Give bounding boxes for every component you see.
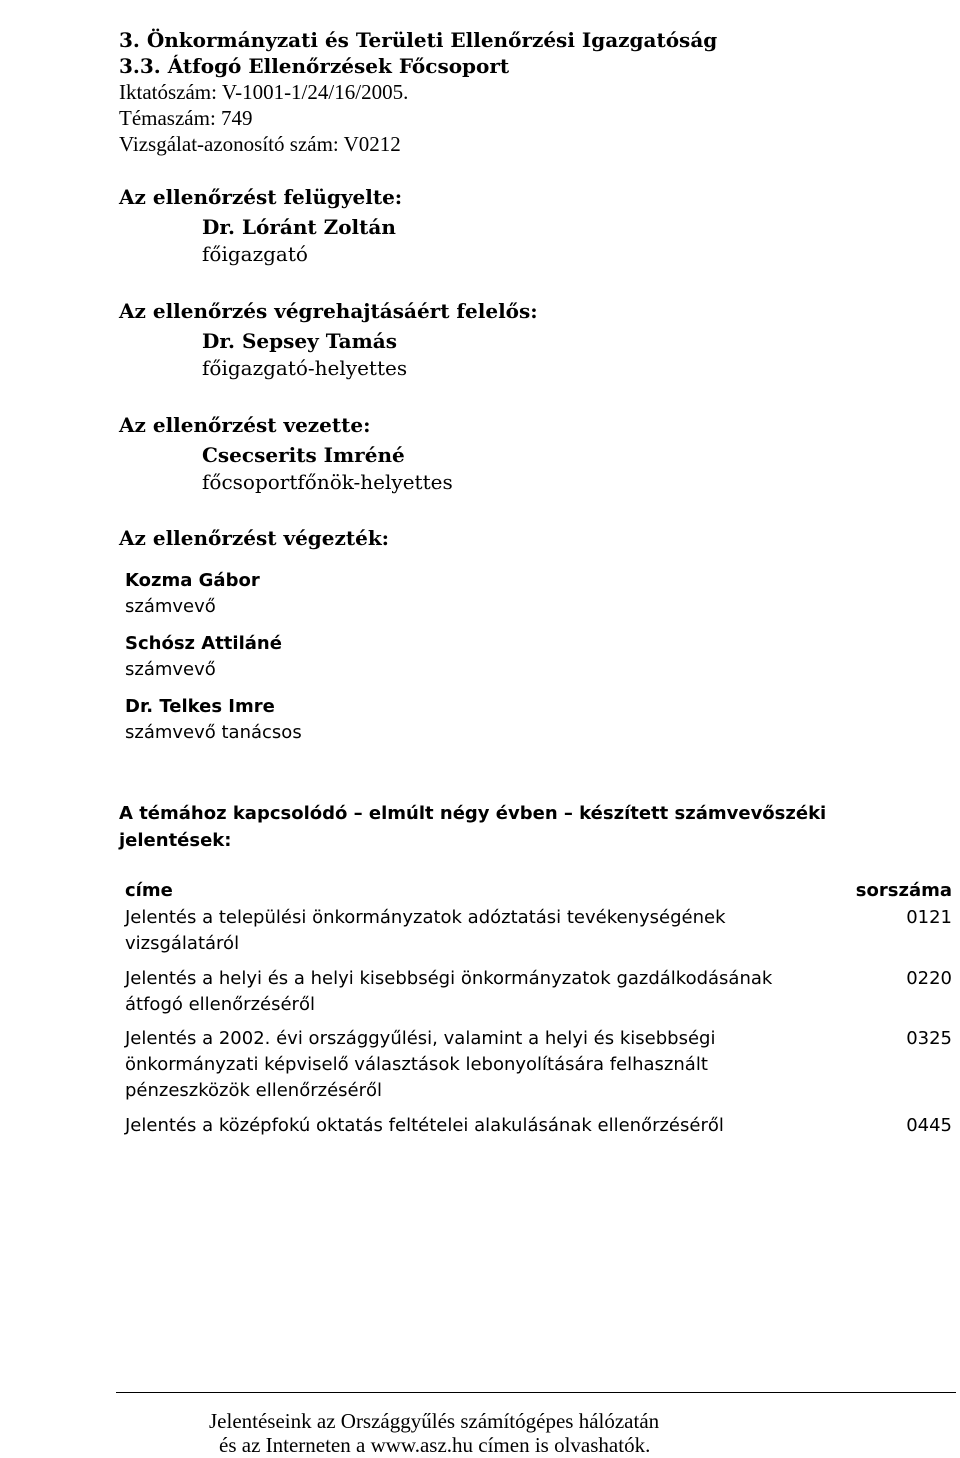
report-row-number: 0220 (906, 968, 952, 989)
led-label: Az ellenőrzést vezette: (119, 413, 371, 437)
responsible-name: Dr. Sepsey Tamás (202, 329, 397, 353)
report-row-title: Jelentés a középfokú oktatás feltételei alakulásának ellenőrzéséről (125, 1115, 724, 1136)
auditor-name: Kozma Gábor (125, 570, 260, 591)
auditor-name: Dr. Telkes Imre (125, 696, 275, 717)
audit-id: Vizsgálat-azonosító szám: V0212 (119, 132, 401, 156)
report-row-title: Jelentés a települési önkormányzatok adóztatási tevékenységének vizsgálatáról (125, 907, 726, 954)
reports-heading-cont: jelentések: (119, 830, 232, 851)
leader-title: főcsoportfőnök-helyettes (202, 470, 453, 494)
report-row-title: Jelentés a 2002. évi országgyűlési, valamint a helyi és kisebbségi önkormányzati képviselő választások lebonyolítására felhasznált pénzeszközök ellenőrzéséről (125, 1028, 716, 1101)
auditor-title: számvevő tanácsos (125, 722, 302, 743)
supervisor-name: Dr. Lóránt Zoltán (202, 215, 396, 239)
responsible-label: Az ellenőrzés végrehajtásáért felelős: (119, 299, 538, 323)
leader-name: Csecserits Imréné (202, 443, 405, 467)
topic-number: Témaszám: 749 (119, 106, 253, 130)
report-row-title: Jelentés a helyi és a helyi kisebbségi önkormányzatok gazdálkodásának átfogó ellenőrzéséről (125, 968, 773, 1015)
column-title-header: címe (125, 880, 173, 901)
report-row-number: 0445 (906, 1115, 952, 1136)
report-row-number: 0325 (906, 1028, 952, 1049)
performed-label: Az ellenőrzést végezték: (119, 526, 390, 550)
supervised-label: Az ellenőrzést felügyelte: (119, 185, 403, 209)
supervisor-title: főigazgató (202, 242, 308, 266)
auditor-title: számvevő (125, 596, 216, 617)
auditor-name: Schósz Attiláné (125, 633, 282, 654)
reports-heading: A témához kapcsolódó – elmúlt négy évben – készített számvevőszéki (119, 803, 827, 824)
footer-line: és az Interneten a www.asz.hu címen is olvashatók. (219, 1433, 651, 1457)
responsible-title: főigazgató-helyettes (202, 356, 408, 380)
column-number-header: sorszáma (855, 880, 952, 901)
group-heading: 3.3. Átfogó Ellenőrzések Főcsoport (119, 54, 510, 78)
footer-divider (116, 1392, 956, 1393)
directorate-heading: 3. Önkormányzati és Területi Ellenőrzési Igazgatóság (119, 28, 718, 52)
footer-line: Jelentéseink az Országgyűlés számítógépes hálózatán (209, 1409, 660, 1433)
report-row-number: 0121 (906, 907, 952, 928)
auditor-title: számvevő (125, 659, 216, 680)
file-number: Iktatószám: V-1001-1/24/16/2005. (119, 80, 409, 104)
